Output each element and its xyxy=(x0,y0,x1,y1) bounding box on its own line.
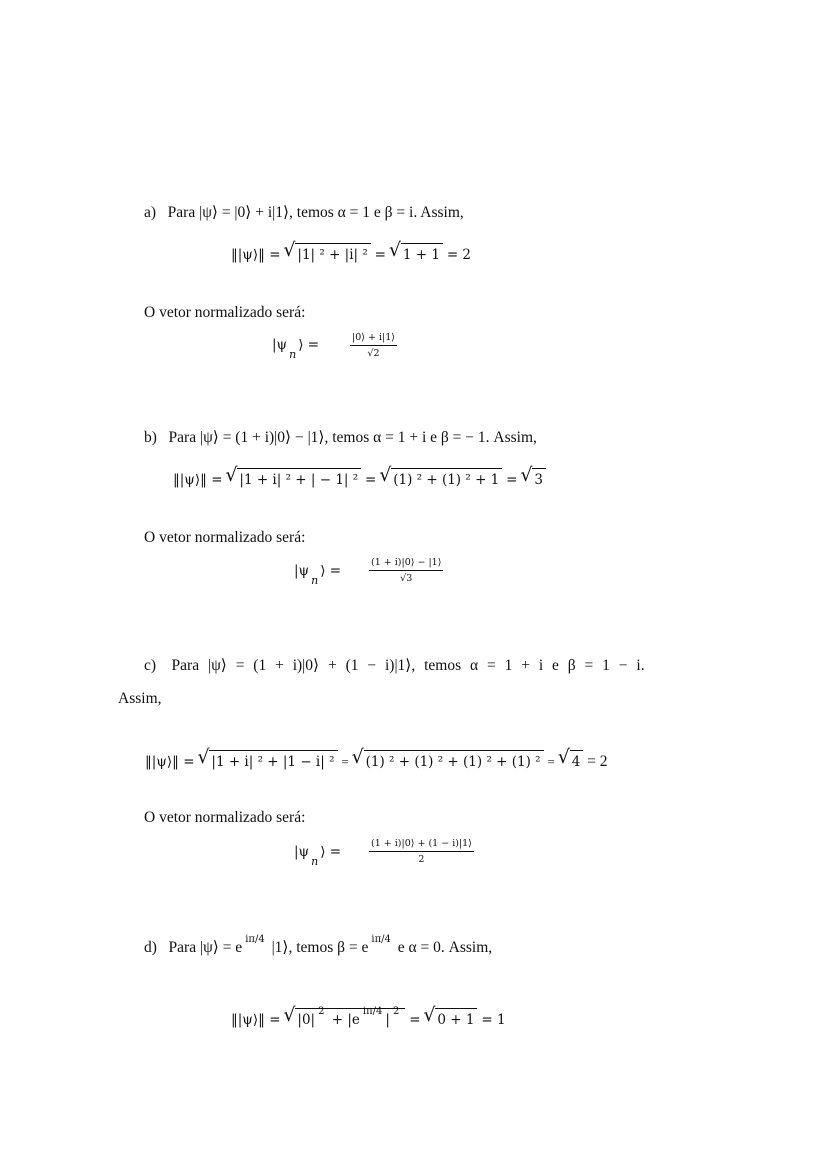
sqrt-expression: √ |1 + i| ² + | − 1| ² xyxy=(226,468,361,490)
equals-sign: = xyxy=(365,472,377,488)
sqrt-expression: √ (1) ² + (1) ² + 1 xyxy=(380,468,502,490)
item-a-psi-n: $|\psi_n⟩$ = xyxy=(272,337,320,361)
norm-lhs: ‖|ψ⟩‖ = xyxy=(173,472,223,488)
equals-sign: = xyxy=(506,472,518,488)
sqrt-expression: √ |1 + i| ² + |1 − i| ² xyxy=(198,750,337,772)
equals-sign: = xyxy=(409,1012,421,1028)
item-a-marker: a) xyxy=(144,204,157,221)
norm-result: = 1 xyxy=(481,1012,506,1028)
item-a-intro xyxy=(144,203,464,223)
equals-sign: = xyxy=(341,754,349,769)
norm-lhs: ‖|ψ⟩‖ = xyxy=(231,247,281,263)
item-b-statement: Para |ψ⟩ = (1 + i)|0⟩ − |1⟩, temos α = 1 + i e β = − 1. Assim, xyxy=(168,429,537,446)
sqrt-expression: √ |1| ² + |i| ² xyxy=(284,243,370,265)
norm-result: = 2 xyxy=(446,247,472,263)
item-d-intro: d) Para |ψ⟩ = e $^{i\pi/4}$ |1⟩, temos β = e $^{i\pi/4}$ e α = 0. Assim, xyxy=(144,934,493,956)
item-c-psi-n: $|\psi_n⟩$ = xyxy=(294,844,342,868)
norm-result: = 2 xyxy=(587,753,608,770)
item-b-marker: b) xyxy=(144,429,157,446)
item-a-statement: Para |ψ⟩ = |0⟩ + i|1⟩, temos α = 1 e β = i. Assim, xyxy=(167,204,464,221)
equals-sign: = xyxy=(547,754,555,769)
sqrt-expression: √ (1) ² + (1) ² + (1) ² + (1) ² xyxy=(353,750,544,772)
item-b-fraction: $\frac{(1 + i)|0⟩ - |1⟩}{√3}$ xyxy=(371,557,442,584)
item-b-norm xyxy=(173,468,546,490)
item-c-intro-cont: Assim, xyxy=(118,690,162,707)
item-b-psi-n: $|\psi_n⟩$ = xyxy=(294,563,342,587)
item-c-fraction: $\frac{(1 + i)|0⟩ + (1 - i)|1⟩}{2}$ xyxy=(371,838,472,865)
item-c-norm xyxy=(145,750,608,772)
item-b-vector-label: O vetor normalizado será: xyxy=(144,529,306,546)
sqrt-expression: √ 4 xyxy=(559,750,584,772)
item-c-marker: c) xyxy=(144,657,157,674)
item-a-norm xyxy=(231,243,471,265)
sqrt-expression: √ $|0|^2 + |e^{i\pi/4}|^2$ xyxy=(284,1008,405,1032)
item-d-norm xyxy=(231,1008,506,1032)
sqrt-expression: √ 1 + 1 xyxy=(390,243,443,265)
sqrt-expression: √ 3 xyxy=(521,468,546,490)
item-c-intro xyxy=(144,656,645,676)
item-c-statement: Para |ψ⟩ = (1 + i)|0⟩ + (1 − i)|1⟩, temos α = 1 + i e β = 1 − i. xyxy=(171,657,645,674)
equals-sign: = xyxy=(374,247,386,263)
norm-lhs: ‖|ψ⟩‖ = xyxy=(145,754,195,770)
item-d-marker: d) xyxy=(144,939,157,956)
item-a-fraction: $\frac{|0⟩ + i|1⟩}{√2}$ xyxy=(352,332,395,359)
item-a-vector-label: O vetor normalizado será: xyxy=(144,304,306,321)
item-c-vector-label: O vetor normalizado será: xyxy=(144,809,306,826)
item-b-intro xyxy=(144,428,537,448)
sqrt-expression: √ 0 + 1 xyxy=(424,1008,477,1030)
norm-lhs: ‖|ψ⟩‖ = xyxy=(231,1012,281,1028)
